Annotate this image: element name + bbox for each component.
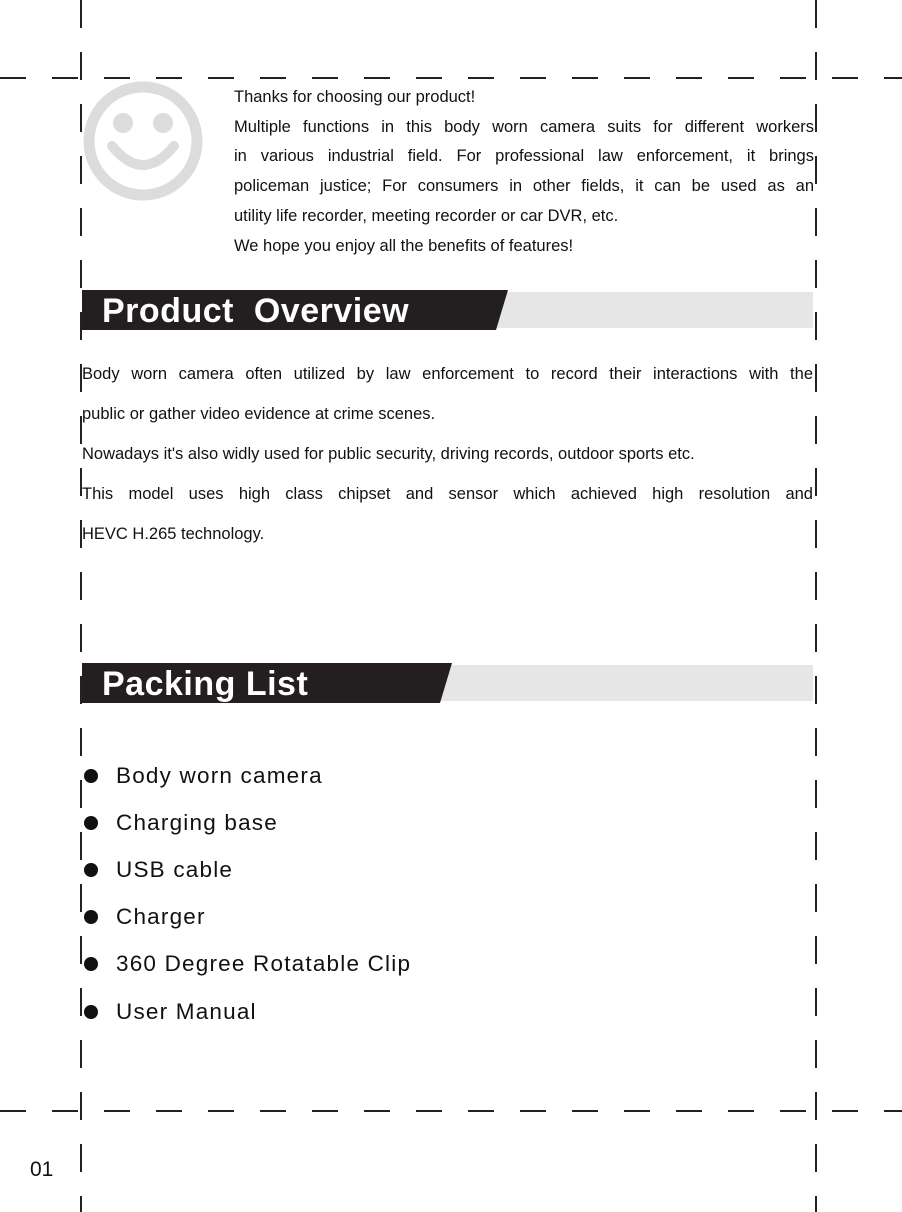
list-item [84,799,411,846]
intro-line: policeman justice; For consumers in other fields, it can be used as an [234,177,814,196]
intro-line: utility life recorder, meeting recorder or car DVR, etc. [234,206,619,225]
list-item [84,988,411,1035]
list-item-label: 360 Degree Rotatable Clip [116,951,412,977]
list-item-label: Charger [116,904,206,930]
section-title: Packing List [102,665,309,703]
overview-line: This model uses high class chipset and sensor which achieved high resolution and [82,485,813,503]
product-overview-banner [82,290,813,330]
intro-text [234,83,814,261]
list-item [84,752,411,799]
intro-line: Thanks for choosing our product! [234,88,476,106]
list-item-label: USB cable [116,856,234,882]
list-item [84,941,411,988]
overview-line: Nowadays it's also widly used for public security, driving records, outdoor sports etc. [82,445,695,463]
list-item-label: Body worn camera [116,762,323,788]
overview-text [82,354,813,554]
overview-line: HEVC H.265 technology. [82,525,265,543]
bullet-dot-icon [84,816,98,830]
overview-line: Body worn camera often utilized by law enforcement to record their interactions with the [82,365,813,383]
bullet-dot-icon [84,863,98,877]
list-item-label: User Manual [116,998,257,1024]
bullet-dot-icon [84,910,98,924]
section-title: Product Overview [102,292,410,330]
intro-line: Multiple functions in this body worn camera suits for different workers [234,117,814,136]
bullet-dot-icon [84,957,98,971]
overview-line: public or gather video evidence at crime scenes. [82,405,436,423]
page-number: 01 [30,1158,54,1181]
packing-list [84,752,411,1035]
bullet-dot-icon [84,1005,98,1019]
list-item [84,846,411,893]
list-item-label: Charging base [116,809,278,835]
list-item [84,894,411,941]
intro-line: in various industrial field. For professional law enforcement, it brings [234,147,814,166]
intro-line: We hope you enjoy all the benefits of features! [234,236,574,255]
bullet-dot-icon [84,769,98,783]
packing-list-banner [82,663,813,703]
smiley-face-icon [82,80,204,202]
